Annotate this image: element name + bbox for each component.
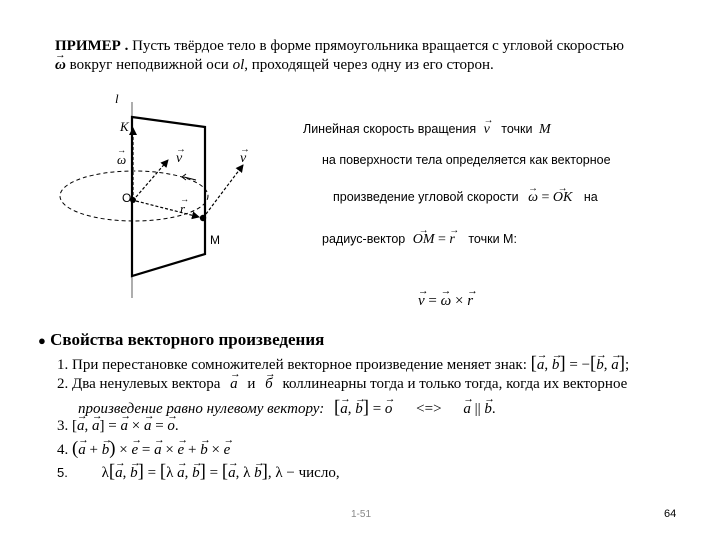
example-text-1: Пусть твёрдое тело в форме прямоугольника вращается с угловой скоростью [132,38,624,54]
explanation-line-2: на поверхности тела определяется как векторное [322,153,611,167]
example-line-1 [55,38,624,55]
label-omega: → ω [117,152,126,168]
example-label: ПРИМЕР . [55,38,129,54]
property-5: 5. λ[→ a, → b] = [λ → a, → b] = [→ a, λ → b], λ − число, [57,461,340,483]
example-text-2b: , проходящей через одну из его сторон. [244,57,494,73]
radius-vector [136,201,199,217]
velocity-vector-inner [136,160,168,197]
label-O: O [122,191,132,205]
label-r: → r [180,201,185,217]
example-line-2 [55,57,494,74]
axis-name: ol [232,57,245,73]
label-l: l [115,91,119,106]
page-number: 64 [664,508,677,520]
bullet-icon: ● [38,333,46,348]
explanation-line-3: произведение угловой скорости → ω = → OK на [333,190,598,206]
property-1: 1. При перестановке сомножителей векторное произведение меняет знак: [→ a, → b] = −[→ b, → a]; [57,353,629,375]
omega-symbol: → ω [55,57,66,74]
property-3: 3. [→ a, → a] = → a × → a = → o. [57,418,179,435]
property-2-line-1: 2. Два ненулевых вектора → а и → б коллинеарны тогда и только тогда, когда их векторное [57,376,627,393]
label-K: K [120,119,129,134]
example-text-2a: вокруг неподвижной оси [69,57,233,73]
label-v-outer: → v [240,151,246,167]
property-4: 4. (→ a + → b) × → e = → a × → e + → b × → e [57,438,230,460]
slide-reference: 1-51 [351,509,372,520]
label-v-inner: → v [176,151,182,167]
rigid-body-rectangle [132,117,205,276]
explanation-line-1: Линейная скорость вращения → v точки M [303,122,551,138]
label-M: M [210,233,220,247]
velocity-vector-outer [206,165,243,214]
properties-title: Свойства векторного произведения [50,330,325,349]
explanation-line-4: радиус-вектор → OM = → r точки М: [322,232,517,248]
properties-heading [38,330,324,350]
cross-product-formula: → v = → ω × → r [418,293,473,310]
property-2-line-2: произведение равно нулевому вектору: [→ a, → b] = → o <=> → a || → b. [78,397,496,419]
point-M [200,215,206,221]
